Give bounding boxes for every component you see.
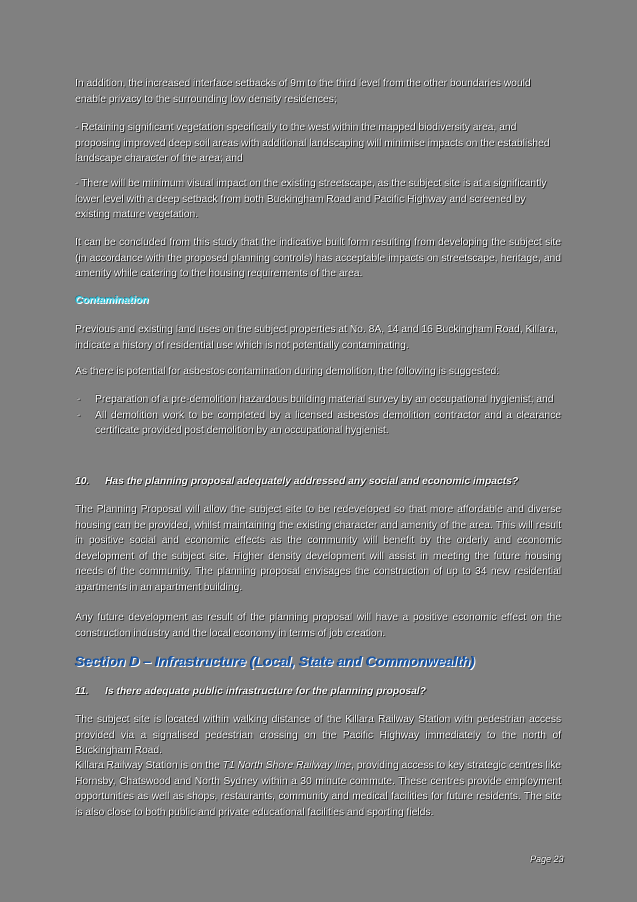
- paragraph-social-economic: The Planning Proposal will allow the subject site to be redeveloped so that more affordable and diverse housing can be provided, whilst maintaining the existing character and amenity of the area. This will result in positive social and economic effects as the community will benefit by the orderly and economic development of the subject site. Higher density development will assist in meeting the future housing needs of the community. The planning proposal envisages the construction of up to 34 new residential apartments in an apartment building.: [75, 504, 561, 593]
- page-number: Page 23: [530, 854, 564, 864]
- list-item: [75, 408, 561, 439]
- paragraph-visual-impact: - There will be minimum visual impact on the existing streetscape, as the subject site is at a significantly lower level with a deep setback from both Buckingham Road and Pacific Highway and screened by existing mature vegetation.: [75, 178, 547, 220]
- list-item-text: All demolition work to be completed by a licensed asbestos demolition contractor and a clearance certificate provided post demolition by an occupational hygienist.: [95, 409, 561, 436]
- question-number: 11.: [75, 686, 89, 697]
- asbestos-measures-list: [75, 392, 561, 439]
- railway-line-name: T1 North Shore Railway line: [222, 760, 352, 771]
- text-run: Killara Railway Station is on the: [75, 760, 223, 771]
- question-10-heading: [75, 474, 561, 490]
- list-item-text: Preparation of a pre-demolition hazardous building material survey by an occupational hygienist; and: [95, 394, 554, 405]
- question-text: Has the planning proposal adequately addressed any social and economic impacts?: [105, 476, 519, 487]
- paragraph-railway-access: The subject site is located within walking distance of the Killara Railway Station with pedestrian access provided via a signalised pedestrian crossing on the Pacific Highway immediately to the north of Buckingham Road.: [75, 714, 561, 756]
- paragraph-contamination-history: Previous and existing land uses on the subject properties at No. 8A, 14 and 16 Buckingham Road, Killara, indicate a history of residential use which is not potentially contaminating.: [75, 324, 557, 351]
- question-number: 10.: [75, 476, 90, 487]
- question-text: Is there adequate public infrastructure for the planning proposal?: [105, 686, 426, 697]
- heading-contamination: Contamination: [75, 294, 149, 306]
- dash-bullet-icon: -: [77, 409, 81, 421]
- question-11-heading: [75, 684, 561, 700]
- paragraph-vegetation: - Retaining significant vegetation specifically to the west within the mapped biodiversity area, and proposing improved deep soil areas with additional landscaping will minimise impacts on the established landscape character of the area; and: [75, 122, 550, 164]
- paragraph-strategic-centres: [75, 758, 561, 820]
- list-item: [75, 392, 561, 408]
- paragraph-economic-effect: Any future development as result of the planning proposal will have a positive economic effect on the construction industry and the local economy in terms of job creation.: [75, 612, 561, 639]
- heading-section-d: Section D – Infrastructure (Local, State and Commonwealth): [75, 653, 475, 669]
- paragraph-asbestos-intro: As there is potential for asbestos contamination during demolition, the following is suggested:: [75, 366, 500, 377]
- paragraph-privacy: In addition, the increased interface setbacks of 9m to the third level from the other boundaries would enable privacy to the surrounding low density residences;: [75, 78, 531, 105]
- paragraph-conclusion: It can be concluded from this study that the indicative built form resulting from developing the subject site (in accordance with the proposed planning controls) has acceptable impacts on streetscape, heritage, and amenity while catering to the housing requirements of the area.: [75, 237, 561, 279]
- dash-bullet-icon: -: [77, 394, 81, 405]
- text-run: , providing access to key strategic centres like Hornsby, Chatswood and North Sydney within a 30 minute commute. These centres provide employment opportunities as well as shops, restaurants, community and medical facilities for future residents. The site is also close to both public and private educational facilities and sporting fields.: [75, 760, 561, 818]
